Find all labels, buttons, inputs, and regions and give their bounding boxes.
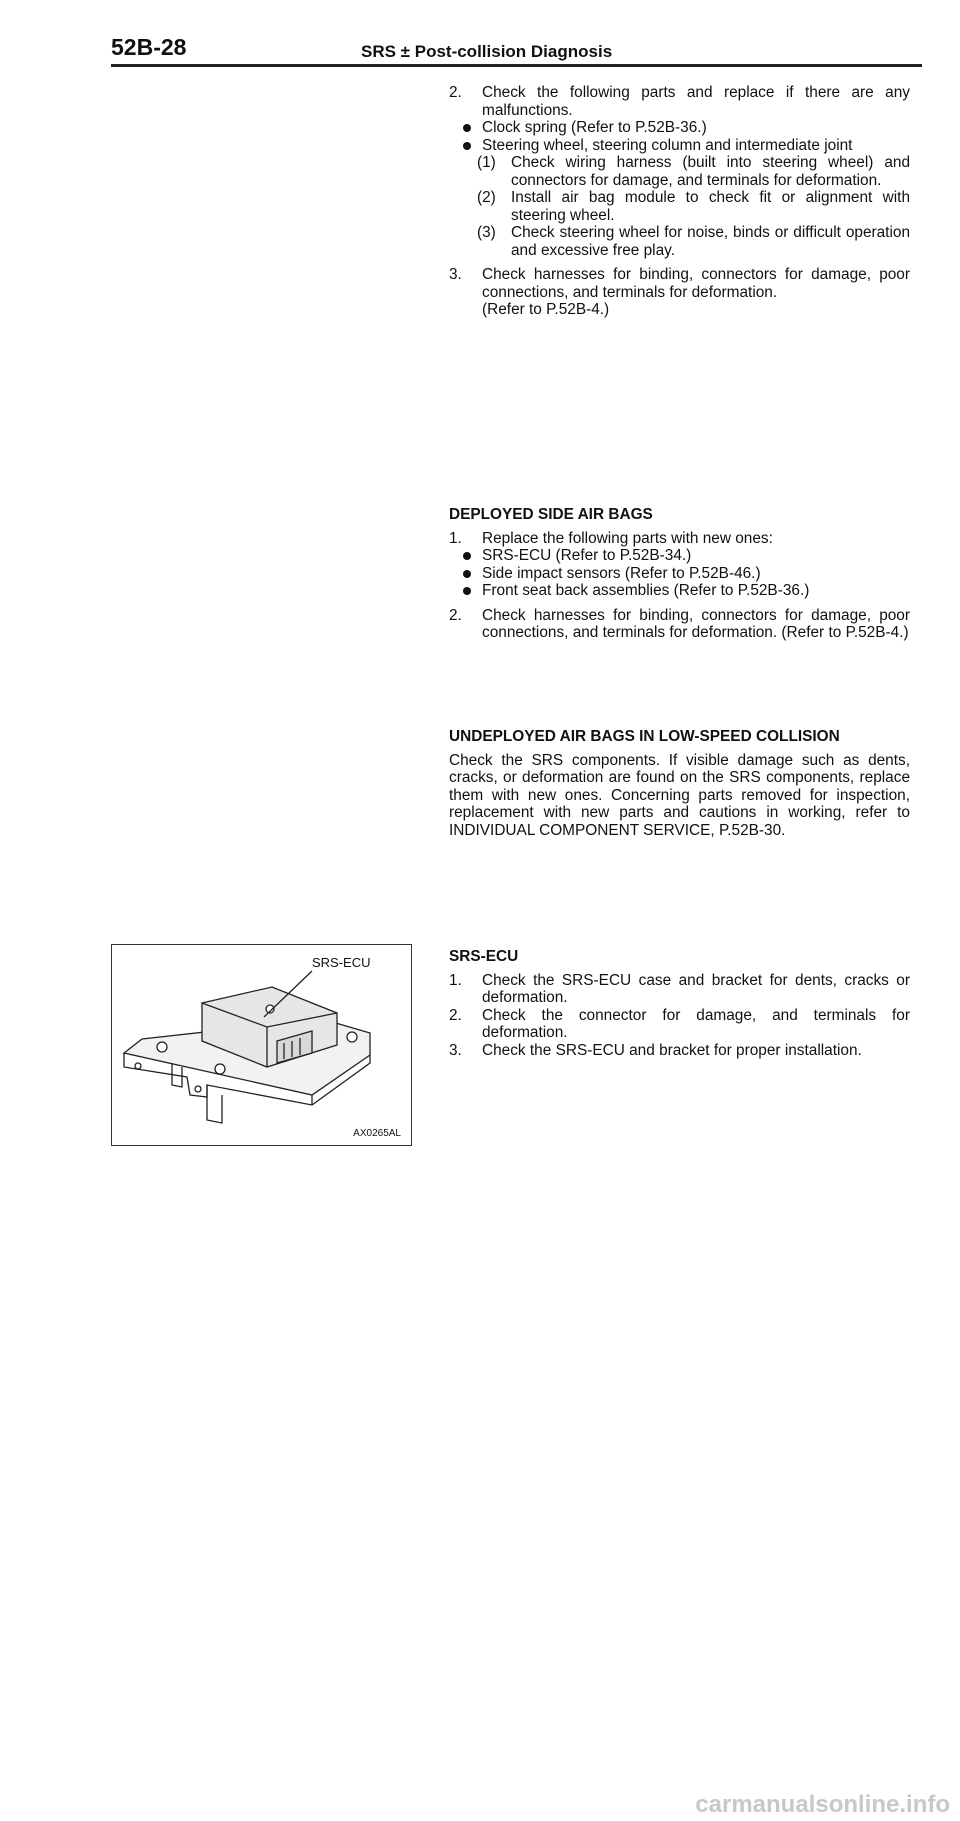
reference-text: (Refer to P.52B-4.) <box>482 301 610 318</box>
side-air-bags-section <box>449 506 910 642</box>
list-item: 1. Replace the following parts with new ones: <box>449 529 773 547</box>
list-item: 3. Check harnesses for binding, connectors for damage, poor connections, and terminals for deformation. (Refer to P.52B-4.) <box>449 266 910 318</box>
section-heading: DEPLOYED SIDE AIR BAGS <box>449 506 653 523</box>
list-item: 2. Check harnesses for binding, connectors for damage, poor connections, and terminals for deformation. (Refer to P.52B-4.) <box>449 606 910 641</box>
section-heading: SRS-ECU <box>449 948 519 965</box>
section-title: SRS ± Post-collision Diagnosis <box>361 42 613 61</box>
srs-ecu-section <box>449 948 910 1059</box>
figure-label: SRS-ECU <box>312 955 371 970</box>
check-parts-block <box>449 84 910 319</box>
bullet-icon <box>463 570 471 578</box>
bullet-icon <box>463 142 471 150</box>
bullet-icon <box>463 124 471 132</box>
list-item: 2. Check the connector for damage, and terminals for deformation. <box>449 1006 910 1041</box>
page-number: 52B-28 <box>111 34 187 60</box>
sub-item: (1) Check wiring harness (built into steering wheel) and connectors for damage, and terminals for deformation. <box>477 154 910 189</box>
header-divider <box>111 64 922 67</box>
section-heading: UNDEPLOYED AIR BAGS IN LOW-SPEED COLLISION <box>449 728 840 745</box>
low-speed-collision-section <box>449 728 910 839</box>
srs-ecu-figure <box>111 944 412 1146</box>
bullet-item: SRS-ECU (Refer to P.52B-34.) <box>449 547 910 565</box>
sub-item: (3) Check steering wheel for noise, binds or difficult operation and excessive free play. <box>477 224 910 259</box>
sub-item: (2) Install air bag module to check fit or alignment with steering wheel. <box>477 189 910 224</box>
list-item: 2. Check the following parts and replace if there are any malfunctions. <box>449 84 910 119</box>
paragraph: Check the SRS components. If visible damage such as dents, cracks, or deformation are found on the SRS components, replace them with new ones. Concerning parts removed for inspection, replacement with new parts and cautions in working, refer to INDIVIDUAL COMPONENT SERVICE, P.52B-30. <box>449 751 910 839</box>
bullet-icon <box>463 587 471 595</box>
srs-ecu-illustration <box>112 945 410 1144</box>
bullet-item: Steering wheel, steering column and intermediate joint <box>449 137 910 155</box>
figure-code: AX0265AL <box>353 1128 401 1139</box>
bullet-item: Side impact sensors (Refer to P.52B-46.) <box>449 565 910 583</box>
bullet-icon <box>463 552 471 560</box>
watermark: carmanualsonline.info <box>695 1791 950 1818</box>
bullet-item: Front seat back assemblies (Refer to P.52B-36.) <box>449 582 910 600</box>
bullet-item: Clock spring (Refer to P.52B-36.) <box>449 119 910 137</box>
list-item: 3. Check the SRS-ECU and bracket for proper installation. <box>449 1041 862 1059</box>
list-item: 1. Check the SRS-ECU case and bracket for dents, cracks or deformation. <box>449 971 910 1006</box>
